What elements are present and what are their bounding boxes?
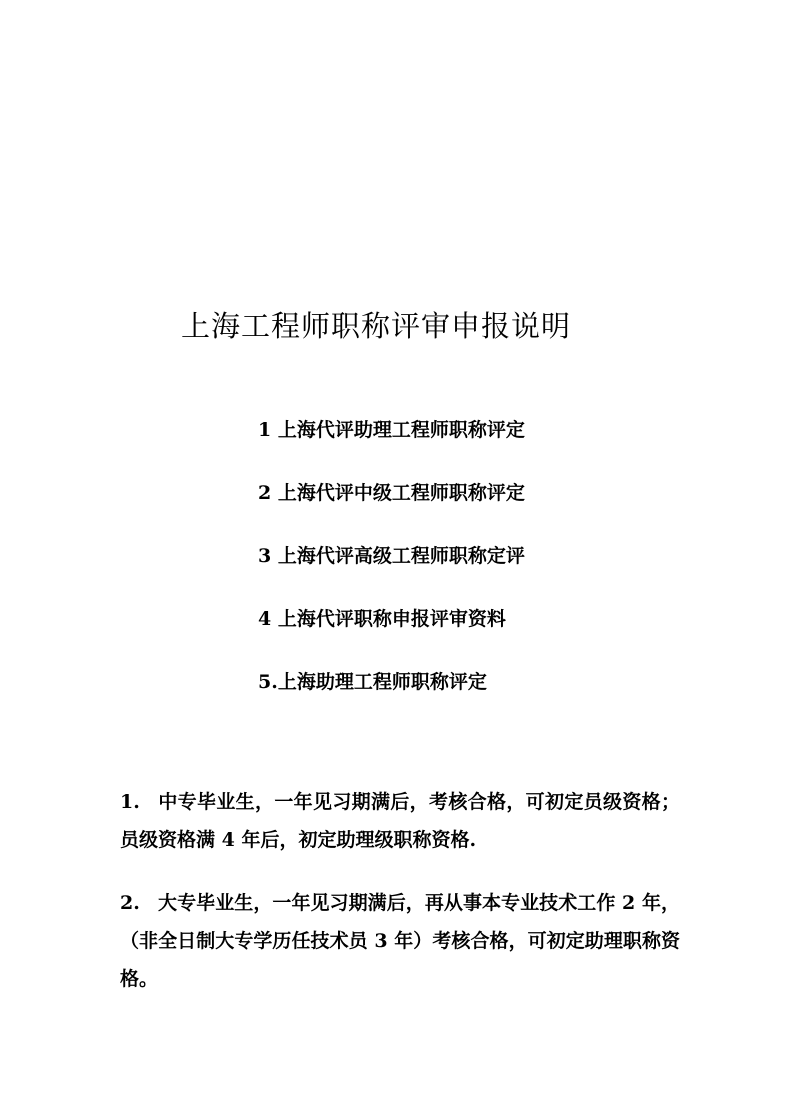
paragraph-text: 中专毕业生，一年见习期满后，考核合格，可初定员级资格；员级资格满 4 年后，初定助理级职称资格. [120, 791, 680, 851]
toc-item-2[interactable]: 2 上海代评中级工程师职称评定 [258, 482, 525, 504]
paragraph-text: 大专毕业生，一年见习期满后，再从事本专业技术工作 2 年，（非全日制大专学历任技术员 3 年）考核合格，可初定助理职称资格。 [120, 892, 680, 990]
document-title: 上海工程师职称评审申报说明 [181, 309, 572, 343]
toc-item-1[interactable]: 1 上海代评助理工程师职称评定 [258, 419, 525, 441]
toc-item-4[interactable]: 4 上海代评职称申报评审资料 [258, 608, 506, 630]
toc-item-5[interactable]: 5.上海助理工程师职称评定 [258, 671, 487, 693]
paragraph-number: 2. [120, 892, 140, 914]
paragraph-2 [120, 884, 680, 998]
toc-item-3[interactable]: 3 上海代评高级工程师职称定评 [258, 545, 525, 567]
table-of-contents [258, 414, 525, 729]
body-text [120, 783, 680, 1023]
paragraph-1 [120, 783, 680, 859]
paragraph-number: 1. [120, 791, 140, 813]
